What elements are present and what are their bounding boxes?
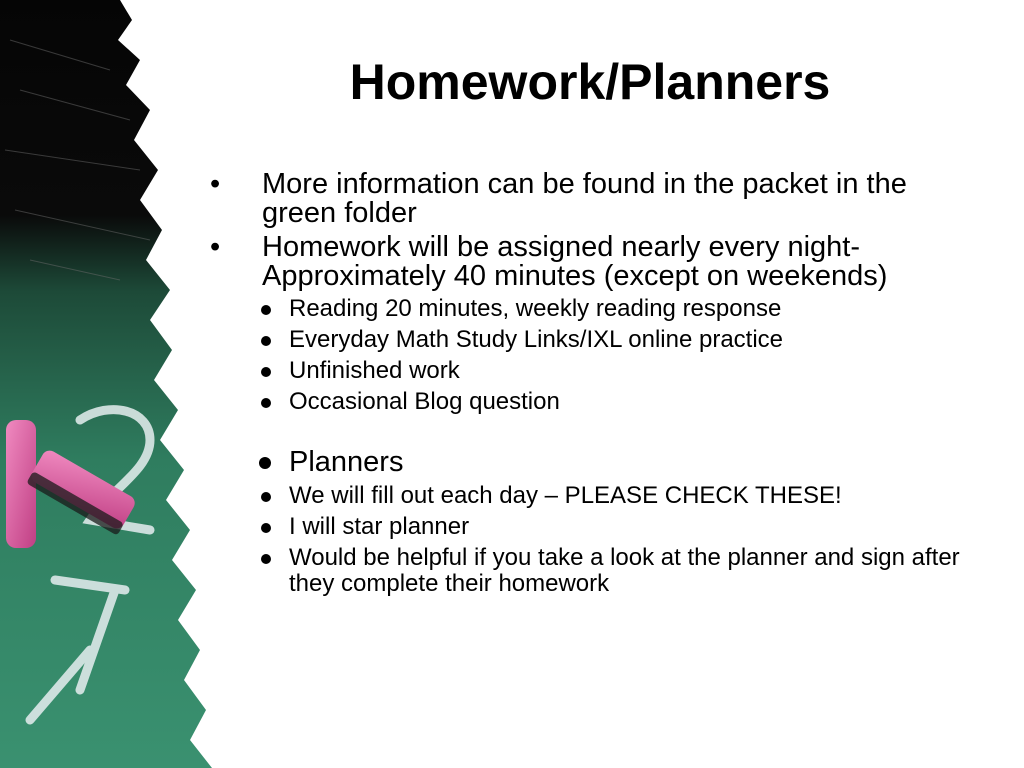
sub-bullet-item xyxy=(205,327,985,353)
dot-icon xyxy=(261,336,271,346)
sub-bullet-text: We will fill out each day – PLEASE CHECK THESE! xyxy=(289,482,842,509)
bullet-text: More information can be found in the packet in the green folder xyxy=(262,168,907,229)
planners-heading-item xyxy=(205,446,985,478)
sub-bullet-text: Everyday Math Study Links/IXL online practice xyxy=(289,326,784,353)
sub-bullet-text: Occasional Blog question xyxy=(289,388,560,415)
sub-bullet-item xyxy=(205,545,985,597)
dot-icon xyxy=(261,367,271,377)
dot-icon xyxy=(261,492,271,502)
dot-icon xyxy=(261,554,271,564)
sub-bullet-item xyxy=(205,296,985,322)
bullet-text: Homework will be assigned nearly every night- Approximately 40 minutes (except on weekends) xyxy=(262,231,888,292)
sub-bullet-item xyxy=(205,483,985,509)
slide-title: Homework/Planners xyxy=(349,54,831,110)
sub-bullet-text: Unfinished work xyxy=(289,357,460,384)
sub-bullet-text: I will star planner xyxy=(289,513,470,540)
sub-bullet-item xyxy=(205,514,985,540)
sub-bullet-item xyxy=(205,358,985,384)
bullet-item xyxy=(205,233,985,291)
bullet-marker: • xyxy=(210,168,221,200)
dot-icon xyxy=(261,398,271,408)
bullet-item xyxy=(205,170,985,228)
sub-bullet-text: Would be helpful if you take a look at the planner and sign after they complete their homework xyxy=(289,544,960,597)
dot-icon xyxy=(259,457,271,469)
sub-bullet-text: Reading 20 minutes, weekly reading response xyxy=(289,295,782,322)
chalkboard-chalk-illustration xyxy=(0,0,240,768)
bullet-marker: • xyxy=(210,231,221,263)
dot-icon xyxy=(261,305,271,315)
dot-icon xyxy=(261,523,271,533)
planners-heading: Planners xyxy=(289,446,404,478)
sub-bullet-item xyxy=(205,389,985,415)
slide-content xyxy=(205,170,985,602)
